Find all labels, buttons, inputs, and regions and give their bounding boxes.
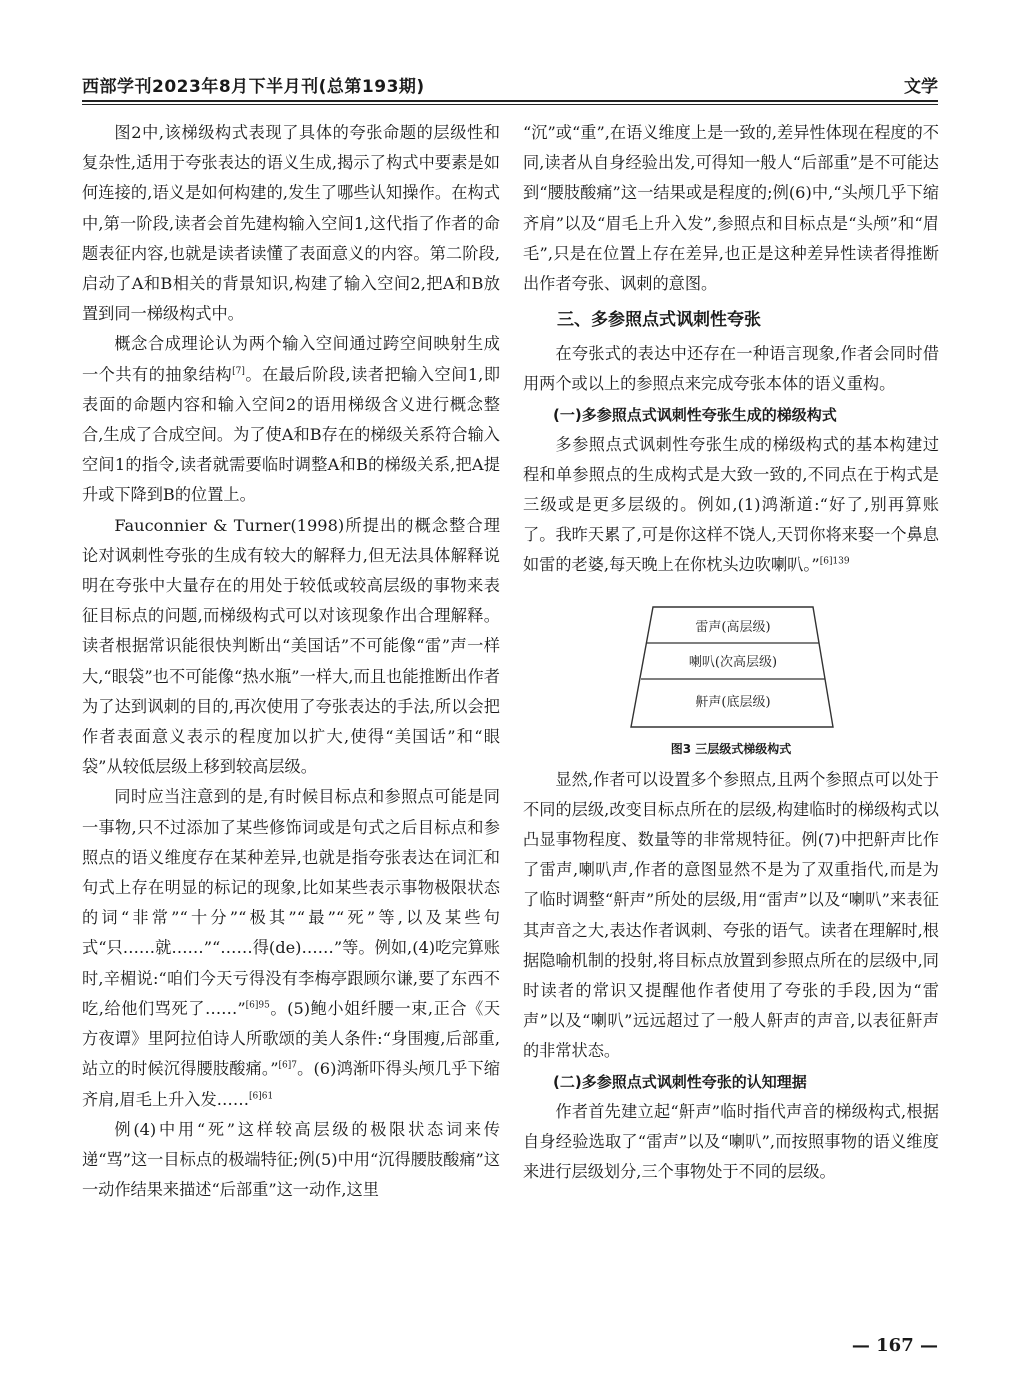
figure-caption: 图3 三层级式梯级构式 bbox=[670, 741, 792, 756]
paragraph-text: 。(5)鲍小姐纤腰一束,正合《天方夜谭》里阿拉伯诗人所歌颂的美人条件:“身围瘦,后部重,站立的时候沉得腰肢酸痛。” bbox=[82, 998, 501, 1079]
figure-3 bbox=[523, 589, 939, 737]
citation: [6]61 bbox=[249, 1091, 274, 1102]
header-rule-thin bbox=[82, 104, 938, 105]
subsection-heading: (二)多参照点式讽刺性夸张的认知理据 bbox=[553, 1072, 807, 1091]
citation: [7] bbox=[232, 366, 245, 377]
paragraph: 作者首先建立起“鼾声”临时指代声音的梯级构式,根据自身经验选取了“雷声”以及“喇叭”,而按照事物的语义维度来进行层级划分,三个事物处于不同的层级。 bbox=[523, 1101, 939, 1182]
page-number: — 167 — bbox=[851, 1335, 938, 1356]
paragraph bbox=[82, 782, 500, 1114]
paragraph: 显然,作者可以设置多个参照点,且两个参照点可以处于不同的层级,改变目标点所在的层级,构建临时的梯级构式以凸显事物程度、数量等的非常规特征。例(7)中把鼾声比作了雷声,喇叭声,作者的意图显然不是为了双重指代,而是为了临时调整“鼾声”所处的层级,用“雷声”以及“喇叭”来表征其声音之大,表达作者讽刺、夸张的语气。读者在理解时,根据隐喻机制的投射,将目标点放置到参照点所在的层级中,同时读者的常识又提醒他作者使用了夸张的手段,因为“雷声”以及“喇叭”远远超过了一般人鼾声的声音,以表征鼾声的非常状态。 bbox=[523, 769, 939, 1061]
paragraph-text: 同时应当注意到的是,有时候目标点和参照点可能是同一事物,只不过添加了某些修饰词或是句式之后目标点和参照点的语义维度存在某种差异,也就是指夸张表达在词汇和句式上存在明显的标记的现象,比如某些表示事物极限状态的词“非常”“十分”“极其”“最”“死”等,以及某些句式“只……就……”“……得(de)……”等。例如,(4)吃完算账时,辛楣说:“咱们今天亏得没有李梅亭跟顾尔谦,要了东西不吃,给他们骂死了……” bbox=[82, 787, 500, 1018]
left-column bbox=[82, 118, 500, 1205]
citation: [6]139 bbox=[819, 557, 850, 568]
subsection-heading: (一)多参照点式讽刺性夸张生成的梯级构式 bbox=[553, 405, 837, 424]
paragraph: Fauconnier & Turner(1998)所提出的概念整合理论对讽刺性夸张的生成有较大的解释力,但无法具体解释说明在夸张中大量存在的用处于较低或较高层级的事物来表征目标点的问题,而梯级构式可以对该现象作出合理解释。读者根据常识能很快判断出“美国话”不可能像“雷”声一样大,“眼袋”也不可能像“热水瓶”一样大,而且也能推断出作者为了达到讽刺的目的,再次使用了夸张表达的手法,所以会把作者表面意义表示的程度加以扩大,使得“美国话”和“眼袋”从较低层级上移到较高层级。 bbox=[82, 515, 500, 777]
trapezoid-diagram bbox=[523, 589, 939, 737]
journal-title: 西部学刊2023年8月下半月刊(总第193期) bbox=[82, 77, 425, 97]
running-header bbox=[82, 72, 938, 104]
right-column bbox=[523, 118, 939, 1187]
citation: [6]7 bbox=[278, 1060, 297, 1071]
paragraph: 图2中,该梯级构式表现了具体的夸张命题的层级性和复杂性,适用于夸张表达的语义生成,揭示了构式中要素是如何连接的,语义是如何构建的,发生了哪些认知操作。在构式中,第一阶段,读者会首先建构输入空间1,这代指了作者的命题表征内容,也就是读者读懂了表面意义的内容。第二阶段,启动了A和B相关的背景知识,构建了输入空间2,把A和B放置到同一梯级构式中。 bbox=[82, 123, 500, 324]
paragraph-text: 概念合成理论认为两个输入空间通过跨空间映射生成一个共有的抽象结构 bbox=[82, 334, 500, 384]
paragraph bbox=[82, 329, 500, 510]
paragraph bbox=[523, 430, 939, 581]
citation: [6]95 bbox=[245, 1000, 270, 1011]
paragraph: “沉”或“重”,在语义维度上是一致的,差异性体现在程度的不同,读者从自身经验出发,可得知一般人“后部重”是不可能达到“腰肢酸痛”这一结果或是程度的;例(6)中,“头颅几乎下缩齐肩”以及“眉毛上升入发”,参照点和目标点是“头颅”和“眉毛”,只是在位置上存在差异,也正是这种差异性读者得推断出作者夸张、讽刺的意图。 bbox=[523, 123, 939, 294]
paragraph: 例(4)中用“死”这样较高层级的极限状态词来传递“骂”这一目标点的极端特征;例(5)中用“沉得腰肢酸痛”这一动作结果来描述“后部重”这一动作,这里 bbox=[82, 1119, 500, 1200]
level-label-bottom: 鼾声(底层级) bbox=[695, 694, 771, 710]
paragraph-text: 。在最后阶段,读者把输入空间1,即表面的命题内容和输入空间2的语用梯级含义进行概念整合,生成了合成空间。为了使A和B存在的梯级关系符合输入空间1的指令,读者就需要临时调整A和B的梯级关系,把A提升或下降到B的位置上。 bbox=[82, 364, 501, 505]
level-label-top: 雷声(高层级) bbox=[695, 619, 771, 635]
level-label-middle: 喇叭(次高层级) bbox=[688, 654, 778, 670]
paragraph: 在夸张式的表达中还存在一种语言现象,作者会同时借用两个或以上的参照点来完成夸张本体的语义重构。 bbox=[523, 344, 939, 394]
section-label: 文学 bbox=[904, 77, 938, 97]
paragraph-text: 。(6)鸿渐吓得头颅几乎下缩齐肩,眉毛上升入发…… bbox=[82, 1059, 500, 1109]
header-rule bbox=[82, 100, 938, 102]
paragraph-text: 多参照点式讽刺性夸张生成的梯级构式的基本构建过程和单参照点的生成构式是大致一致的,不同点在于构式是三级或是更多层级的。例如,(1)鸿渐道:“好了,别再算账了。我昨天累了,可是你这样不饶人,天罚你将来娶一个鼻息如雷的老婆,每天晚上在你枕头边吹喇叭。” bbox=[523, 434, 939, 575]
section-heading: 三、多参照点式讽刺性夸张 bbox=[557, 310, 761, 331]
